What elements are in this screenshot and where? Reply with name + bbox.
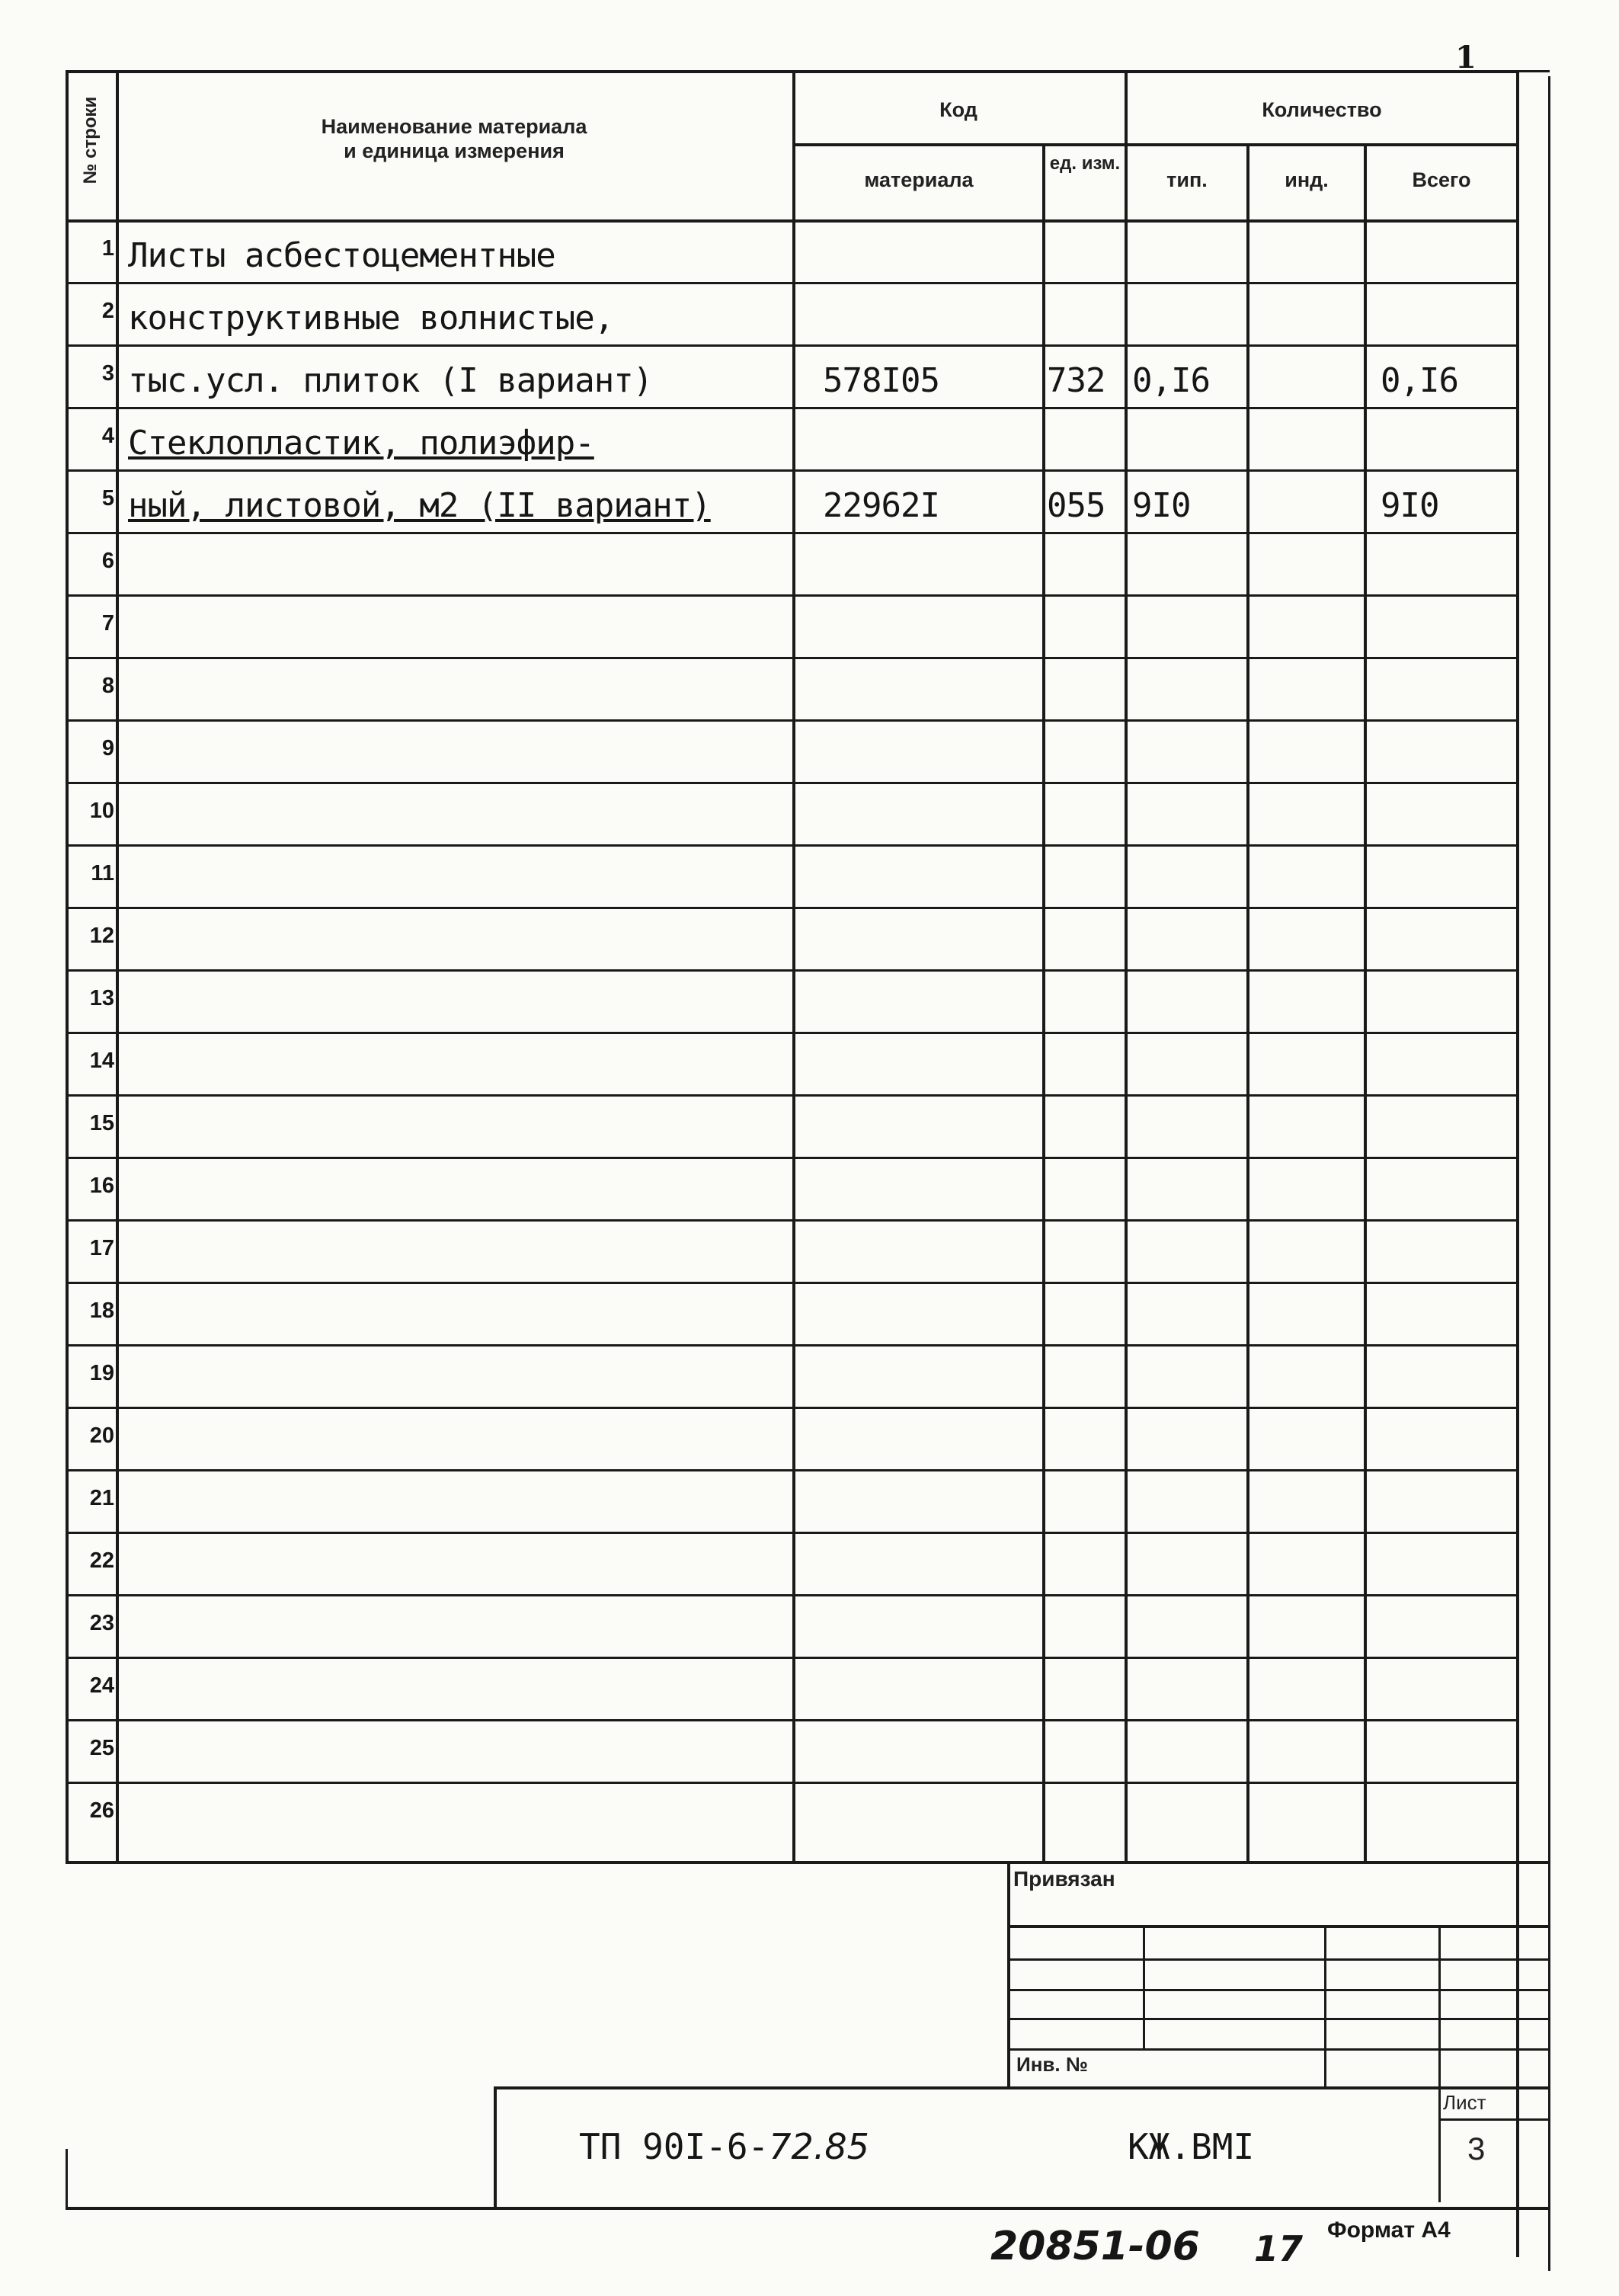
row-number: 2 (101, 299, 114, 323)
row-number: 7 (101, 611, 114, 636)
row-number: 5 (101, 486, 114, 511)
row-number: 11 (91, 861, 114, 885)
inv-label: Инв. № (1016, 2053, 1088, 2076)
unit-code-header: ед. изм. (1049, 153, 1121, 174)
project-code: ТП 90I-6-72.85 (579, 2126, 869, 2167)
name-header: Наименование материала и единица измерения (321, 115, 587, 162)
material-name: ный, листовой, м2 (II вариант) (128, 486, 711, 525)
row-number: 22 (89, 1548, 114, 1573)
row-number: 23 (89, 1611, 114, 1635)
row-number: 25 (89, 1736, 114, 1760)
row-number: 3 (101, 361, 114, 386)
material-code-header: материала (864, 168, 974, 191)
attached-label: Привязан (1013, 1867, 1115, 1891)
row-number: 9 (101, 736, 114, 761)
material-name: тыс.усл. плиток (I вариант) (128, 361, 653, 400)
qty-ind-header: инд. (1285, 168, 1329, 191)
row-number: 18 (89, 1299, 114, 1323)
qty-typ: 9I0 (1132, 486, 1191, 525)
row-number: 6 (101, 549, 114, 573)
row-number: 15 (89, 1111, 114, 1135)
material-code: 578I05 (823, 361, 939, 400)
row-number: 12 (89, 924, 114, 948)
qty-typ-header: тип. (1166, 168, 1208, 191)
row-number: 19 (89, 1361, 114, 1385)
code-header: Код (939, 98, 977, 121)
handwritten-page: 17 (1254, 2228, 1304, 2269)
handwritten-number: 20851-06 (990, 2224, 1200, 2269)
qty-total: 9I0 (1381, 486, 1439, 525)
material-name: Листы асбестоцементные (128, 236, 555, 275)
qty-total: 0,I6 (1381, 361, 1458, 400)
sheet-number: 3 (1467, 2131, 1486, 2166)
row-number: 16 (89, 1174, 114, 1198)
row-number: 24 (89, 1673, 114, 1698)
format-label: Формат А4 (1327, 2218, 1451, 2243)
material-name: конструктивные волнистые, (128, 299, 614, 338)
unit-code: 732 (1047, 361, 1105, 400)
qty-typ: 0,I6 (1132, 361, 1210, 400)
material-code: 22962I (823, 486, 939, 525)
row-number: 4 (101, 424, 114, 448)
material-name: Стеклопластик, полиэфир- (128, 424, 594, 463)
row-number: 8 (101, 674, 114, 698)
qty-total-header: Всего (1412, 168, 1471, 191)
sheet-label: Лист (1443, 2091, 1486, 2114)
row-number: 17 (89, 1236, 114, 1260)
row-number-header: № строки (80, 96, 101, 184)
row-number: 26 (89, 1798, 114, 1823)
quantity-header: Количество (1262, 98, 1382, 121)
document-code: КЖ.ВМI (1128, 2126, 1255, 2167)
row-number: 13 (89, 986, 114, 1010)
row-number: 10 (89, 799, 114, 823)
unit-code: 055 (1047, 486, 1105, 525)
row-number: 20 (89, 1423, 114, 1448)
row-number: 14 (89, 1049, 114, 1073)
row-number: 1 (101, 236, 114, 261)
row-number: 21 (89, 1486, 114, 1510)
page-mark: 1 (1455, 40, 1477, 75)
